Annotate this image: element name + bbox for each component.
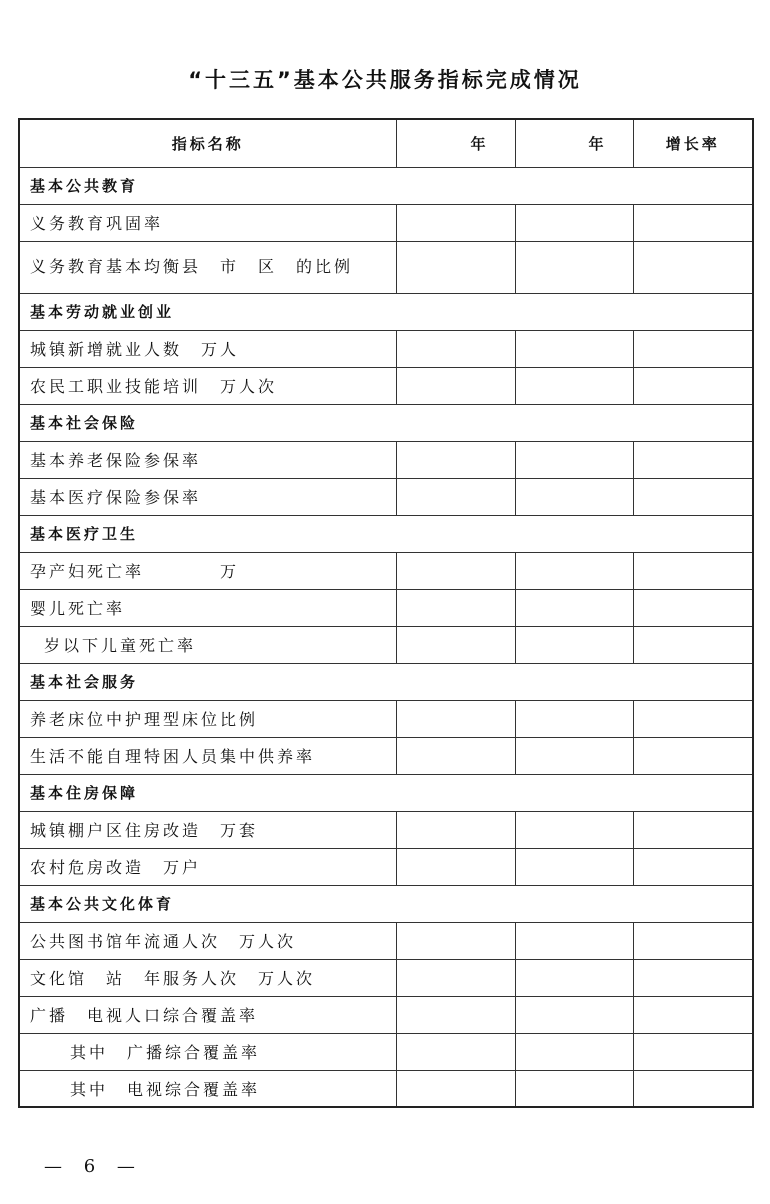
section-row [19, 885, 753, 922]
table-row [19, 441, 753, 478]
value-cell [633, 1033, 753, 1070]
value-cell [515, 996, 633, 1033]
indicator-name: 文化馆 站 年服务人次 万人次 [19, 959, 396, 996]
value-cell [515, 330, 633, 367]
value-cell [515, 811, 633, 848]
indicator-name: 基本养老保险参保率 [19, 441, 396, 478]
table-row [19, 737, 753, 774]
value-cell [633, 367, 753, 404]
table-row [19, 959, 753, 996]
indicator-table [18, 118, 754, 1108]
table-row [19, 1033, 753, 1070]
value-cell [396, 441, 515, 478]
value-cell [515, 922, 633, 959]
table-row [19, 330, 753, 367]
indicator-name: 其中 电视综合覆盖率 [19, 1070, 396, 1107]
table-row [19, 848, 753, 885]
table-row [19, 922, 753, 959]
value-cell [515, 204, 633, 241]
indicator-name: 生活不能自理特困人员集中供养率 [19, 737, 396, 774]
value-cell [633, 700, 753, 737]
value-cell [515, 626, 633, 663]
value-cell [396, 330, 515, 367]
indicator-name: 广播 电视人口综合覆盖率 [19, 996, 396, 1033]
value-cell [396, 1070, 515, 1107]
indicator-name: 岁以下儿童死亡率 [19, 626, 396, 663]
value-cell [396, 241, 515, 293]
value-cell [515, 241, 633, 293]
indicator-name: 义务教育基本均衡县 市 区 的比例 [19, 241, 396, 293]
value-cell [396, 959, 515, 996]
value-cell [633, 204, 753, 241]
table-row [19, 589, 753, 626]
value-cell [633, 241, 753, 293]
value-cell [633, 626, 753, 663]
value-cell [515, 552, 633, 589]
value-cell [633, 552, 753, 589]
table-row [19, 626, 753, 663]
value-cell [396, 996, 515, 1033]
indicator-name: 基本医疗保险参保率 [19, 478, 396, 515]
value-cell [396, 626, 515, 663]
value-cell [633, 996, 753, 1033]
table-header-row [19, 119, 753, 167]
value-cell [396, 367, 515, 404]
value-cell [396, 589, 515, 626]
header-growth-rate: 增长率 [633, 119, 753, 167]
value-cell [515, 848, 633, 885]
section-row [19, 515, 753, 552]
indicator-name: 公共图书馆年流通人次 万人次 [19, 922, 396, 959]
section-title: 基本劳动就业创业 [19, 293, 753, 330]
value-cell [396, 811, 515, 848]
section-row [19, 293, 753, 330]
value-cell [633, 848, 753, 885]
indicator-name: 其中 广播综合覆盖率 [19, 1033, 396, 1070]
value-cell [396, 922, 515, 959]
page-number: — 6 — [44, 1156, 143, 1177]
indicator-name: 城镇棚户区住房改造 万套 [19, 811, 396, 848]
value-cell [396, 552, 515, 589]
value-cell [515, 1033, 633, 1070]
value-cell [633, 811, 753, 848]
page-title: “十三五”基本公共服务指标完成情况 [188, 68, 582, 92]
table-row [19, 478, 753, 515]
section-title: 基本医疗卫生 [19, 515, 753, 552]
header-year-1: 年 [396, 119, 515, 167]
value-cell [633, 589, 753, 626]
section-title: 基本社会服务 [19, 663, 753, 700]
table-row [19, 241, 753, 293]
value-cell [515, 441, 633, 478]
value-cell [515, 478, 633, 515]
table-row [19, 204, 753, 241]
value-cell [396, 848, 515, 885]
section-title: 基本社会保险 [19, 404, 753, 441]
value-cell [633, 330, 753, 367]
table-row [19, 552, 753, 589]
section-title: 基本公共教育 [19, 167, 753, 204]
value-cell [633, 478, 753, 515]
value-cell [396, 204, 515, 241]
header-indicator-name: 指标名称 [19, 119, 396, 167]
value-cell [396, 1033, 515, 1070]
value-cell [515, 700, 633, 737]
value-cell [396, 478, 515, 515]
table-row [19, 700, 753, 737]
table-row [19, 1070, 753, 1107]
value-cell [633, 922, 753, 959]
value-cell [633, 441, 753, 478]
table-row [19, 811, 753, 848]
indicator-name: 婴儿死亡率 [19, 589, 396, 626]
value-cell [515, 589, 633, 626]
indicator-name: 孕产妇死亡率 万 [19, 552, 396, 589]
table-row [19, 367, 753, 404]
indicator-name: 农村危房改造 万户 [19, 848, 396, 885]
section-title: 基本住房保障 [19, 774, 753, 811]
indicator-name: 农民工职业技能培训 万人次 [19, 367, 396, 404]
value-cell [515, 367, 633, 404]
indicator-name: 城镇新增就业人数 万人 [19, 330, 396, 367]
section-title: 基本公共文化体育 [19, 885, 753, 922]
table-row [19, 996, 753, 1033]
section-row [19, 774, 753, 811]
indicator-name: 养老床位中护理型床位比例 [19, 700, 396, 737]
value-cell [515, 1070, 633, 1107]
section-row [19, 167, 753, 204]
value-cell [633, 1070, 753, 1107]
indicator-name: 义务教育巩固率 [19, 204, 396, 241]
section-row [19, 404, 753, 441]
value-cell [396, 700, 515, 737]
value-cell [396, 737, 515, 774]
section-row [19, 663, 753, 700]
header-year-2: 年 [515, 119, 633, 167]
value-cell [515, 737, 633, 774]
value-cell [633, 959, 753, 996]
value-cell [633, 737, 753, 774]
value-cell [515, 959, 633, 996]
